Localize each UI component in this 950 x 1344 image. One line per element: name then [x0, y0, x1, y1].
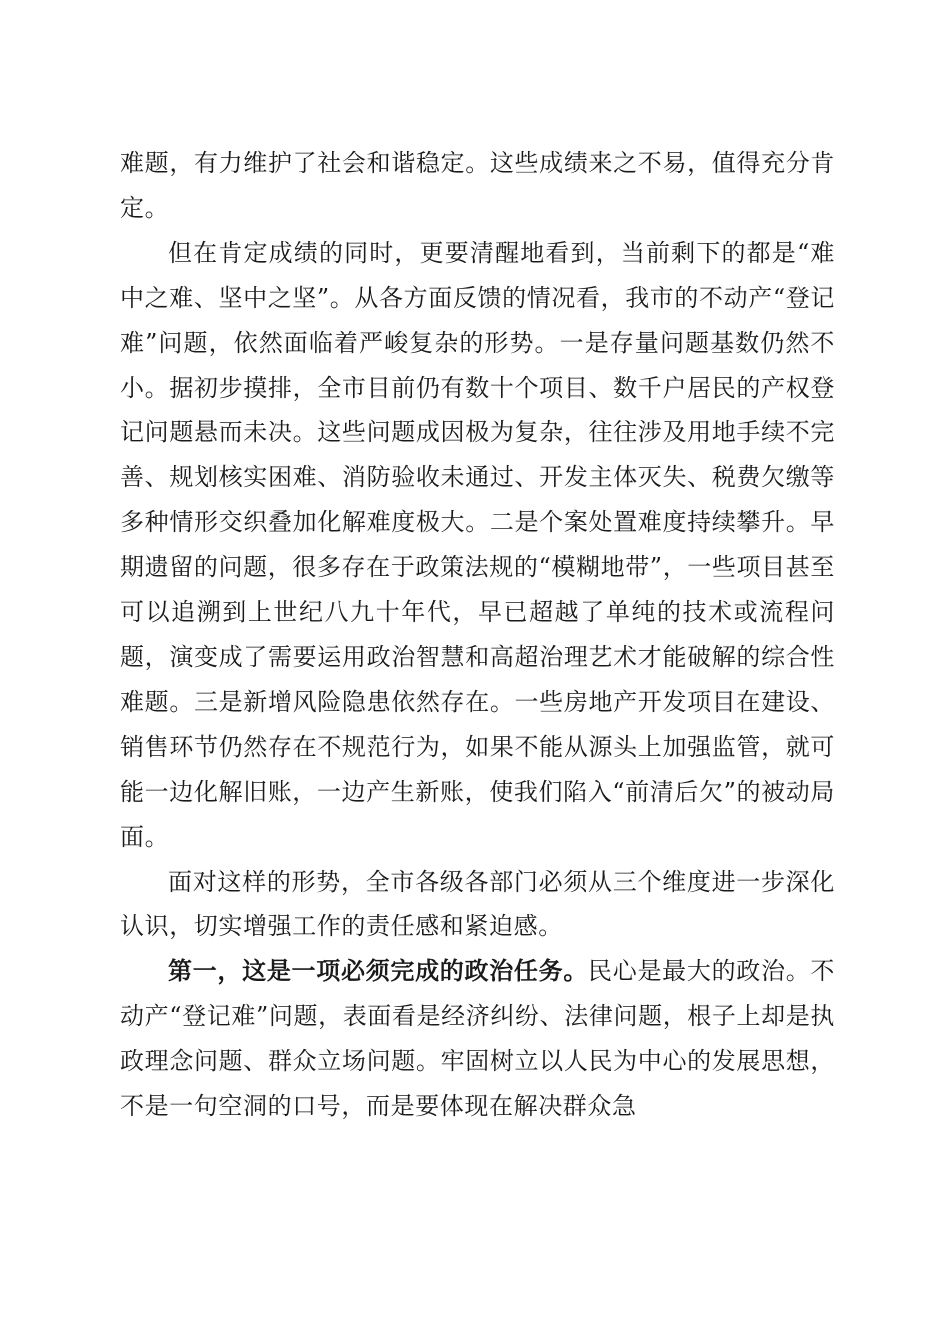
paragraph-three-dimensions: 面对这样的形势，全市各级各部门必须从三个维度进一步深化认识，切实增强工作的责任感和紧迫感。 [120, 867, 835, 941]
paragraph-body: 民心是最大的政治。不动产“登记难”问题，表面看是经济纠纷、法律问题，根子上却是执政理念问题、群众立场问题。牢固树立以人民为中心的发展思想，不是一句空洞的口号，而是要体现在解决群众急 [120, 957, 835, 1121]
paragraph-political-task [120, 949, 835, 1129]
paragraph-continuation: 难题，有力维护了社会和谐稳定。这些成绩来之不易，值得充分肯定。 [120, 149, 835, 222]
paragraph-lead-heading: 第一，这是一项必须完成的政治任务。 [168, 956, 589, 986]
paragraph-situation: 但在肯定成绩的同时，更要清醒地看到，当前剩下的都是“难中之难、坚中之坚”。从各方面反馈的情况看，我市的不动产“登记难”问题，依然面临着严峻复杂的形势。一是存量问题基数仍然不小。据初步摸排，全市目前仍有数十个项目、数千户居民的产权登记问题悬而未决。这些问题成因极为复杂，往往涉及用地手续不完善、规划核实困难、消防验收未通过、开发主体灭失、税费欠缴等多种情形交织叠加化解难度极大。二是个案处置难度持续攀升。早期遗留的问题，很多存在于政策法规的“模糊地带”，一些项目甚至可以追溯到上世纪八九十年代，早已超越了单纯的技术或流程问题，演变成了需要运用政治智慧和高超治理艺术才能破解的综合性难题。三是新增风险隐患依然存在。一些房地产开发项目在建设、销售环节仍然存在不规范行为，如果不能从源头上加强监管，就可能一边化解旧账，一边产生新账，使我们陷入“前清后欠”的被动局面。 [120, 238, 835, 851]
body-text [120, 141, 835, 1129]
